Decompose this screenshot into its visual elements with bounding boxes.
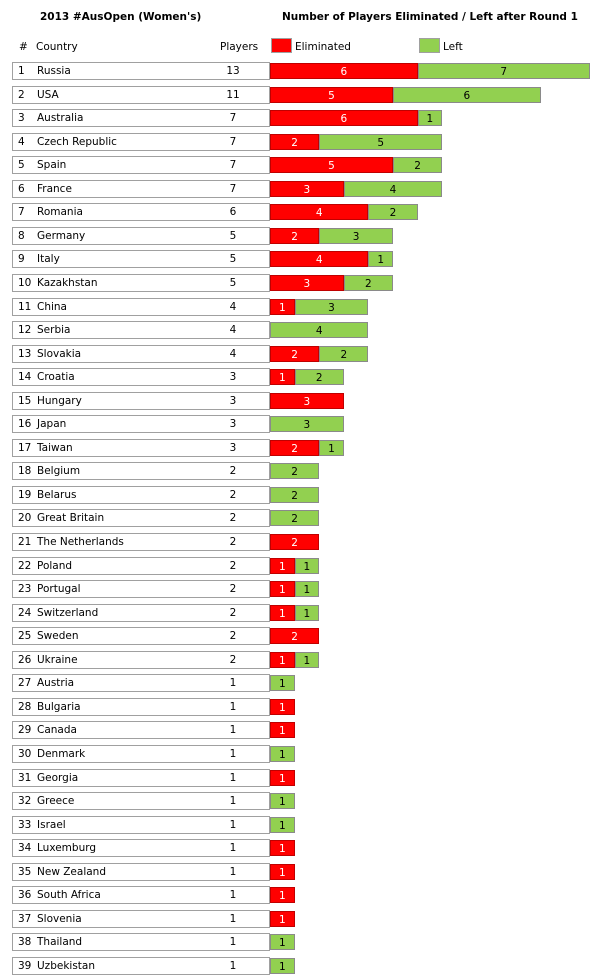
players-count: 7 — [229, 159, 237, 171]
table-row — [12, 415, 270, 433]
country-name: Croatia — [37, 371, 75, 383]
country-name: Luxemburg — [37, 842, 97, 854]
players-count: 11 — [226, 89, 240, 101]
table-row — [12, 156, 270, 174]
players-count: 1 — [229, 748, 237, 760]
left-bar: 1 — [295, 605, 320, 621]
eliminated-bar: 1 — [270, 770, 295, 786]
players-count: 1 — [229, 772, 237, 784]
table-row — [12, 533, 270, 551]
players-count: 13 — [226, 65, 240, 77]
table-row — [12, 957, 270, 975]
rank-number: 27 — [18, 677, 32, 689]
rank-number: 22 — [18, 560, 32, 572]
rank-number: 16 — [18, 418, 32, 430]
players-count: 3 — [229, 395, 237, 407]
players-count: 1 — [229, 724, 237, 736]
players-count: 7 — [229, 183, 237, 195]
players-count: 1 — [229, 819, 237, 831]
table-row — [12, 792, 270, 810]
left-bar: 2 — [270, 463, 319, 479]
players-count: 1 — [229, 795, 237, 807]
left-bar: 4 — [344, 181, 442, 197]
eliminated-bar: 5 — [270, 157, 393, 173]
table-row — [12, 368, 270, 386]
rank-number: 28 — [18, 701, 32, 713]
rank-number: 32 — [18, 795, 32, 807]
players-count: 2 — [229, 560, 237, 572]
eliminated-bar: 3 — [270, 393, 344, 409]
table-row — [12, 580, 270, 598]
rank-number: 33 — [18, 819, 32, 831]
table-row — [12, 721, 270, 739]
players-count: 3 — [229, 418, 237, 430]
players-count: 1 — [229, 889, 237, 901]
table-row — [12, 698, 270, 716]
rank-number: 25 — [18, 630, 32, 642]
rank-number: 30 — [18, 748, 32, 760]
rank-number: 39 — [18, 960, 32, 972]
players-count: 3 — [229, 442, 237, 454]
players-count: 5 — [229, 230, 237, 242]
rank-number: 26 — [18, 654, 32, 666]
left-bar: 1 — [319, 440, 344, 456]
players-count: 1 — [229, 866, 237, 878]
country-name: Greece — [37, 795, 75, 807]
players-count: 1 — [229, 936, 237, 948]
country-name: Taiwan — [37, 442, 73, 454]
players-count: 1 — [229, 960, 237, 972]
country-name: Denmark — [37, 748, 86, 760]
country-name: Australia — [37, 112, 84, 124]
players-count: 6 — [229, 206, 237, 218]
legend-eliminated-label: Eliminated — [295, 41, 351, 53]
left-bar: 2 — [319, 346, 368, 362]
left-bar: 2 — [393, 157, 442, 173]
country-name: Belarus — [37, 489, 77, 501]
players-count: 2 — [229, 654, 237, 666]
left-bar: 6 — [393, 87, 541, 103]
players-count: 5 — [229, 253, 237, 265]
country-name: Russia — [37, 65, 71, 77]
eliminated-bar: 4 — [270, 204, 368, 220]
country-name: Kazakhstan — [37, 277, 98, 289]
rank-number: 29 — [18, 724, 32, 736]
eliminated-bar: 1 — [270, 299, 295, 315]
country-name: France — [37, 183, 72, 195]
rank-header: # — [19, 41, 28, 53]
country-name: Romania — [37, 206, 83, 218]
table-row — [12, 674, 270, 692]
table-row — [12, 839, 270, 857]
table-row — [12, 203, 270, 221]
table-row — [12, 298, 270, 316]
eliminated-bar: 1 — [270, 581, 295, 597]
players-header: Players — [220, 41, 259, 53]
players-count: 2 — [229, 512, 237, 524]
table-row — [12, 250, 270, 268]
rank-number: 37 — [18, 913, 32, 925]
left-bar: 2 — [368, 204, 417, 220]
players-count: 2 — [229, 607, 237, 619]
country-name: Slovenia — [37, 913, 82, 925]
rank-number: 36 — [18, 889, 32, 901]
country-name: USA — [37, 89, 59, 101]
left-bar: 1 — [295, 581, 320, 597]
players-count: 2 — [229, 489, 237, 501]
eliminated-bar: 6 — [270, 63, 418, 79]
country-name: South Africa — [37, 889, 101, 901]
table-row — [12, 651, 270, 669]
eliminated-bar: 2 — [270, 628, 319, 644]
table-row — [12, 910, 270, 928]
rank-number: 21 — [18, 536, 32, 548]
players-count: 1 — [229, 677, 237, 689]
country-name: Great Britain — [37, 512, 105, 524]
country-name: Spain — [37, 159, 67, 171]
left-bar: 2 — [270, 510, 319, 526]
left-bar: 1 — [270, 793, 295, 809]
players-count: 2 — [229, 465, 237, 477]
eliminated-bar: 1 — [270, 558, 295, 574]
rank-number: 4 — [18, 136, 25, 148]
left-bar: 2 — [270, 487, 319, 503]
rank-number: 5 — [18, 159, 25, 171]
rank-number: 38 — [18, 936, 32, 948]
rank-number: 19 — [18, 489, 32, 501]
country-name: Switzerland — [37, 607, 99, 619]
table-row — [12, 345, 270, 363]
table-row — [12, 321, 270, 339]
table-row — [12, 769, 270, 787]
eliminated-bar: 2 — [270, 346, 319, 362]
legend-left-label: Left — [443, 41, 463, 53]
rank-number: 35 — [18, 866, 32, 878]
table-row — [12, 86, 270, 104]
country-name: Czech Republic — [37, 136, 117, 148]
table-title: 2013 #AusOpen (Women's) — [40, 11, 202, 23]
left-bar: 2 — [295, 369, 344, 385]
table-row — [12, 816, 270, 834]
table-row — [12, 180, 270, 198]
eliminated-bar: 1 — [270, 840, 295, 856]
left-bar: 3 — [295, 299, 369, 315]
table-row — [12, 133, 270, 151]
table-row — [12, 439, 270, 457]
players-count: 3 — [229, 371, 237, 383]
country-name: Poland — [37, 560, 73, 572]
table-row — [12, 863, 270, 881]
table-row — [12, 462, 270, 480]
left-bar: 1 — [295, 558, 320, 574]
rank-number: 23 — [18, 583, 32, 595]
left-bar: 3 — [319, 228, 393, 244]
rank-number: 13 — [18, 348, 32, 360]
country-name: Japan — [37, 418, 67, 430]
left-bar: 7 — [418, 63, 590, 79]
country-name: The Netherlands — [37, 536, 124, 548]
country-name: Bulgaria — [37, 701, 81, 713]
left-bar: 3 — [270, 416, 344, 432]
country-name: Portugal — [37, 583, 81, 595]
players-count: 4 — [229, 348, 237, 360]
left-bar: 1 — [270, 675, 295, 691]
eliminated-bar: 2 — [270, 228, 319, 244]
table-row — [12, 745, 270, 763]
eliminated-bar: 1 — [270, 369, 295, 385]
eliminated-bar: 1 — [270, 864, 295, 880]
left-bar: 1 — [270, 746, 295, 762]
rank-number: 6 — [18, 183, 25, 195]
rank-number: 14 — [18, 371, 32, 383]
eliminated-bar: 5 — [270, 87, 393, 103]
left-bar: 1 — [270, 934, 295, 950]
eliminated-bar: 3 — [270, 181, 344, 197]
rank-number: 9 — [18, 253, 25, 265]
eliminated-bar: 1 — [270, 699, 295, 715]
left-bar: 2 — [344, 275, 393, 291]
country-name: Serbia — [37, 324, 71, 336]
country-name: Belgium — [37, 465, 81, 477]
table-row — [12, 227, 270, 245]
rank-number: 8 — [18, 230, 25, 242]
players-count: 1 — [229, 842, 237, 854]
players-count: 4 — [229, 324, 237, 336]
country-name: Germany — [37, 230, 86, 242]
rank-number: 20 — [18, 512, 32, 524]
country-name: Sweden — [37, 630, 79, 642]
chart-title: Number of Players Eliminated / Left after Round 1 — [282, 11, 578, 23]
eliminated-bar: 1 — [270, 652, 295, 668]
rank-number: 11 — [18, 301, 32, 313]
players-count: 7 — [229, 112, 237, 124]
players-count: 7 — [229, 136, 237, 148]
country-name: New Zealand — [37, 866, 106, 878]
players-count: 4 — [229, 301, 237, 313]
left-bar: 1 — [270, 958, 295, 974]
eliminated-bar: 1 — [270, 605, 295, 621]
table-row — [12, 886, 270, 904]
table-row — [12, 557, 270, 575]
left-bar: 5 — [319, 134, 442, 150]
eliminated-bar: 6 — [270, 110, 418, 126]
country-name: Ukraine — [37, 654, 78, 666]
table-row — [12, 604, 270, 622]
country-name: Uzbekistan — [37, 960, 95, 972]
table-row — [12, 274, 270, 292]
rank-number: 18 — [18, 465, 32, 477]
table-row — [12, 486, 270, 504]
country-name: Canada — [37, 724, 77, 736]
table-row — [12, 392, 270, 410]
eliminated-bar: 3 — [270, 275, 344, 291]
left-bar: 4 — [270, 322, 368, 338]
rank-number: 31 — [18, 772, 32, 784]
eliminated-bar: 2 — [270, 440, 319, 456]
eliminated-bar: 1 — [270, 887, 295, 903]
eliminated-bar: 1 — [270, 722, 295, 738]
left-bar: 1 — [418, 110, 443, 126]
table-row — [12, 62, 270, 80]
country-header: Country — [36, 41, 78, 53]
rank-number: 1 — [18, 65, 25, 77]
players-count: 1 — [229, 701, 237, 713]
eliminated-bar: 1 — [270, 911, 295, 927]
players-count: 2 — [229, 630, 237, 642]
table-row — [12, 933, 270, 951]
country-name: Thailand — [37, 936, 83, 948]
table-row — [12, 627, 270, 645]
eliminated-bar: 2 — [270, 534, 319, 550]
country-name: Italy — [37, 253, 60, 265]
rank-number: 10 — [18, 277, 32, 289]
rank-number: 17 — [18, 442, 32, 454]
rank-number: 34 — [18, 842, 32, 854]
players-count: 1 — [229, 913, 237, 925]
rank-number: 15 — [18, 395, 32, 407]
rank-number: 24 — [18, 607, 32, 619]
country-name: Slovakia — [37, 348, 82, 360]
table-row — [12, 509, 270, 527]
eliminated-bar: 4 — [270, 251, 368, 267]
country-name: China — [37, 301, 67, 313]
left-bar: 1 — [270, 817, 295, 833]
rank-number: 12 — [18, 324, 32, 336]
players-count: 2 — [229, 583, 237, 595]
rank-number: 7 — [18, 206, 25, 218]
eliminated-bar: 2 — [270, 134, 319, 150]
rank-number: 2 — [18, 89, 25, 101]
players-count: 2 — [229, 536, 237, 548]
left-bar: 1 — [295, 652, 320, 668]
country-name: Georgia — [37, 772, 79, 784]
table-row — [12, 109, 270, 127]
country-name: Israel — [37, 819, 66, 831]
left-bar: 1 — [368, 251, 393, 267]
country-name: Austria — [37, 677, 75, 689]
country-name: Hungary — [37, 395, 82, 407]
players-count: 5 — [229, 277, 237, 289]
rank-number: 3 — [18, 112, 25, 124]
